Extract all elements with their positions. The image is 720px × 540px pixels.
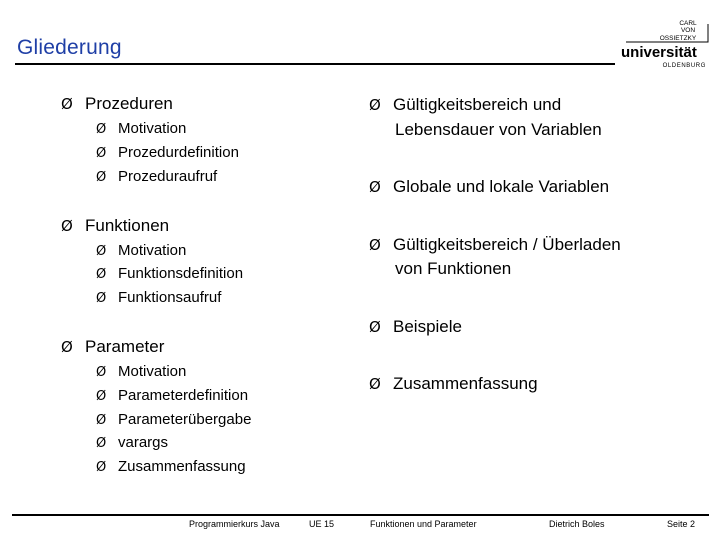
outline-subitem-label: Parameterdefinition: [118, 387, 249, 404]
outline-subitem-label: Prozedurdefinition: [118, 144, 239, 161]
outline-item-continuation: Lebensdauer von Variablen: [395, 120, 602, 139]
outline-subitem: [96, 289, 221, 306]
outline-subitem: [96, 434, 168, 451]
footer-unit: UE 15: [309, 519, 335, 529]
outline-item-parameter: [61, 337, 164, 357]
footer-course: Programmierkurs Java: [189, 519, 280, 529]
outline-subitem-label: Funktionsdefinition: [118, 265, 244, 282]
outline-subitem-label: Zusammenfassung: [118, 458, 246, 475]
bullet-arrow-icon: Ø: [96, 267, 107, 282]
outline-item-funktionen: [61, 216, 169, 236]
bullet-arrow-icon: Ø: [96, 122, 107, 137]
outline-subitem-label: Motivation: [118, 363, 187, 380]
outline-item-label: Gültigkeitsbereich / Überladen: [393, 235, 621, 254]
bullet-arrow-icon: Ø: [369, 318, 381, 336]
bullet-arrow-icon: Ø: [96, 413, 107, 428]
outline-subitem-label: Funktionsaufruf: [118, 289, 222, 306]
logo-sub-text: OLDENBURG: [662, 63, 706, 69]
outline-item-prozeduren: [61, 94, 173, 114]
title-divider: [15, 63, 615, 65]
footer-author: Dietrich Boles: [549, 519, 605, 529]
outline-subitem: [96, 363, 186, 380]
outline-subitem: [96, 387, 248, 404]
bullet-arrow-icon: Ø: [96, 244, 107, 259]
bullet-arrow-icon: Ø: [96, 170, 107, 185]
outline-item-label: Parameter: [85, 337, 165, 356]
outline-item-gueltigkeitsbereich: [369, 95, 561, 115]
outline-item-label: Globale und lokale Variablen: [393, 177, 610, 196]
bullet-arrow-icon: Ø: [369, 178, 381, 196]
outline-subitem: [96, 242, 186, 259]
slide-title: Gliederung: [17, 36, 122, 59]
outline-subitem: [96, 411, 251, 428]
bullet-arrow-icon: Ø: [61, 217, 73, 235]
bullet-arrow-icon: Ø: [369, 236, 381, 254]
bullet-arrow-icon: Ø: [61, 338, 73, 356]
outline-subitem: [96, 144, 239, 161]
outline-item-label: Beispiele: [393, 317, 462, 336]
outline-item-continuation: von Funktionen: [395, 259, 512, 278]
outline-subitem-label: Motivation: [118, 242, 187, 259]
outline-item-label: Prozeduren: [85, 94, 173, 113]
bullet-arrow-icon: Ø: [96, 389, 107, 404]
logo-line-ossietzky: OSSIETZKY: [659, 35, 697, 42]
bullet-arrow-icon: Ø: [96, 460, 107, 475]
outline-item-label: Gültigkeitsbereich und: [393, 95, 562, 114]
outline-item-label: Funktionen: [85, 216, 170, 235]
outline-item-ueberladen: [369, 235, 621, 255]
outline-subitem-label: Prozeduraufruf: [118, 168, 218, 185]
outline-subitem: [96, 120, 186, 137]
logo-line-carl: CARL: [679, 20, 697, 27]
university-logo: [618, 16, 710, 70]
footer-page-number: Seite 2: [667, 519, 696, 529]
outline-item-beispiele: [369, 317, 462, 337]
outline-subitem: [96, 265, 243, 282]
bullet-arrow-icon: Ø: [369, 96, 381, 114]
footer-topic: Funktionen und Parameter: [370, 519, 477, 529]
bullet-arrow-icon: Ø: [96, 365, 107, 380]
bullet-arrow-icon: Ø: [96, 436, 107, 451]
outline-subitem: [96, 458, 246, 475]
outline-item-zusammenfassung: [369, 374, 538, 394]
bullet-arrow-icon: Ø: [96, 291, 107, 306]
footer-divider: [12, 514, 709, 516]
logo-main-text: universität: [621, 44, 697, 61]
bullet-arrow-icon: Ø: [369, 375, 381, 393]
outline-subitem-label: varargs: [118, 434, 169, 451]
outline-subitem-label: Parameterübergabe: [118, 411, 252, 428]
logo-line-von: VON: [680, 27, 696, 34]
outline-subitem: [96, 168, 217, 185]
outline-subitem-label: Motivation: [118, 120, 187, 137]
bullet-arrow-icon: Ø: [96, 146, 107, 161]
outline-item-label: Zusammenfassung: [393, 374, 538, 393]
outline-item-globale-lokale: [369, 177, 609, 197]
bullet-arrow-icon: Ø: [61, 95, 73, 113]
